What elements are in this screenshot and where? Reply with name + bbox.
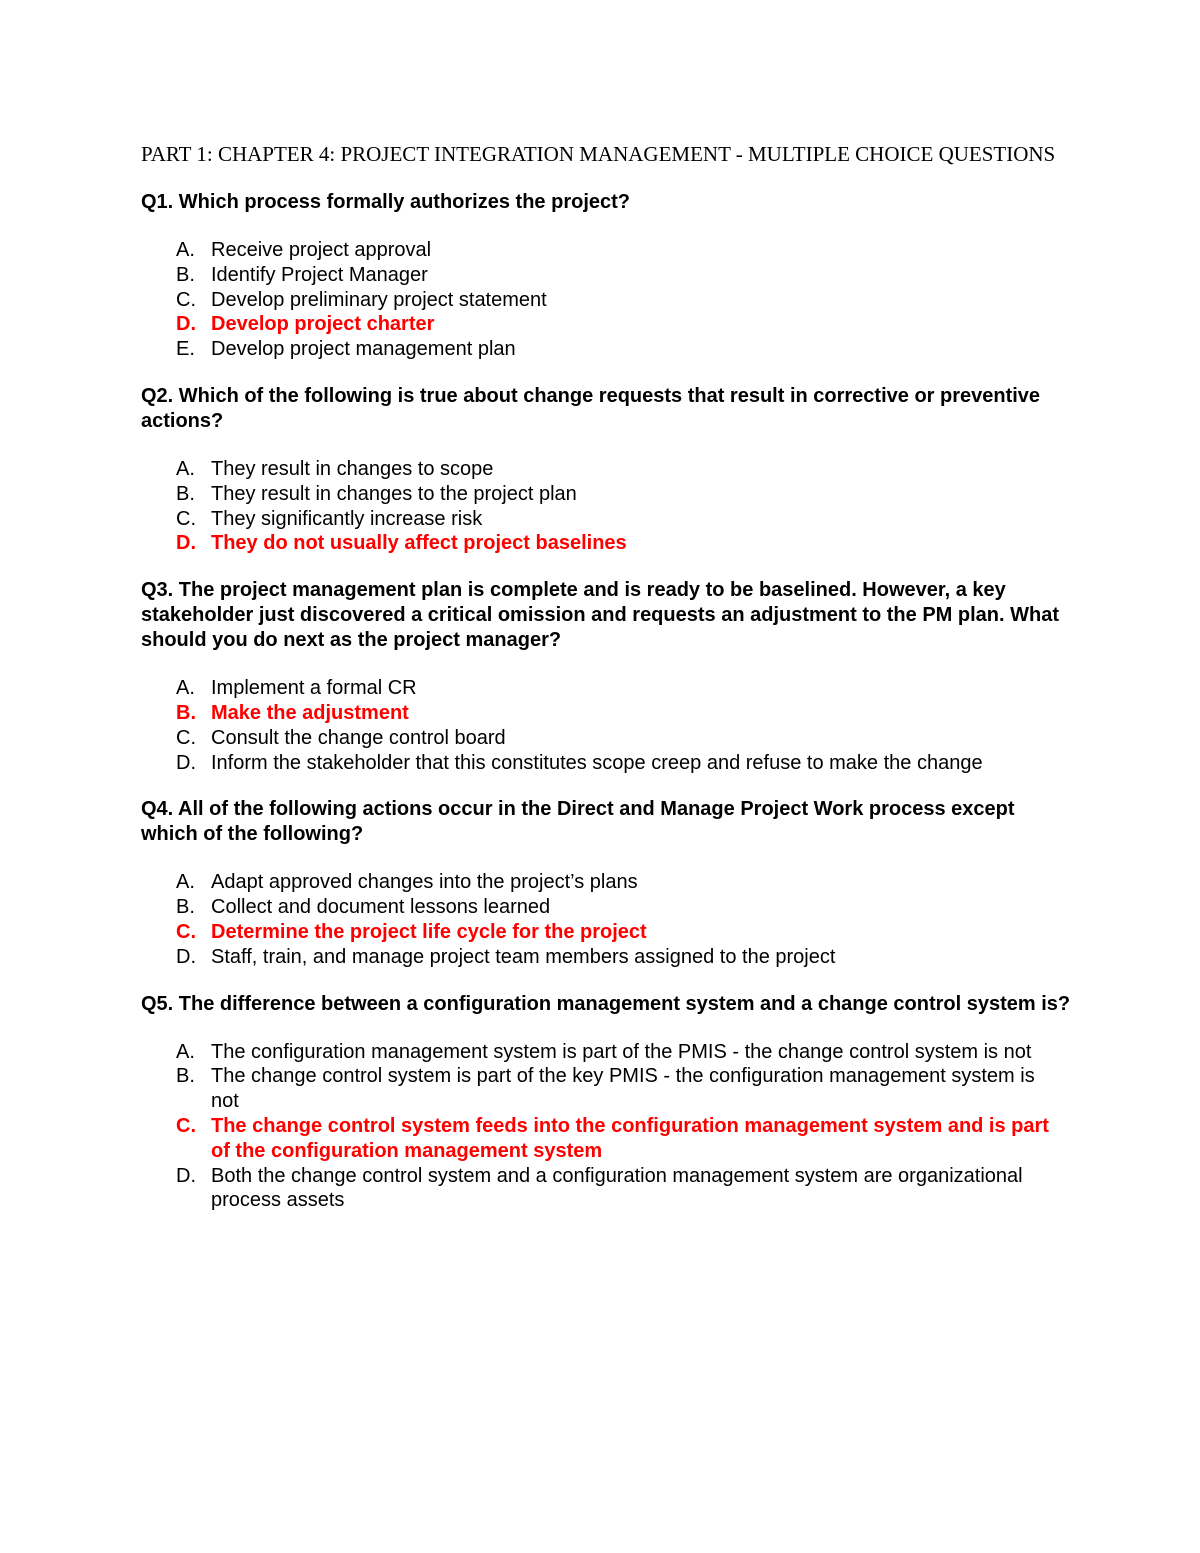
option-text: Staff, train, and manage project team members assigned to the project xyxy=(211,945,836,968)
option-letter: D. xyxy=(176,945,196,968)
correct-answer-option xyxy=(141,1114,1071,1164)
answer-option xyxy=(141,895,1071,920)
question-4 xyxy=(141,797,1071,969)
question-5 xyxy=(141,992,1071,1214)
answer-option xyxy=(141,457,1071,482)
option-text: Implement a formal CR xyxy=(211,677,417,700)
option-letter: D. xyxy=(176,532,196,555)
option-text: Identify Project Manager xyxy=(211,263,428,286)
option-letter: E. xyxy=(176,338,195,361)
option-letter: B. xyxy=(176,701,196,724)
option-letter: B. xyxy=(176,1065,195,1088)
answer-option xyxy=(141,288,1071,313)
option-text: Develop project management plan xyxy=(211,338,516,361)
option-letter: A. xyxy=(176,239,195,261)
answer-options xyxy=(141,457,1071,556)
option-letter: A. xyxy=(176,871,195,894)
option-text: They result in changes to scope xyxy=(211,457,494,480)
document-page xyxy=(141,141,1071,1235)
option-letter: B. xyxy=(176,263,195,286)
answer-options xyxy=(141,238,1071,362)
correct-answer-option xyxy=(141,701,1071,726)
answer-options xyxy=(141,676,1071,775)
option-text: Develop project charter xyxy=(211,313,435,336)
answer-option xyxy=(141,726,1071,751)
correct-answer-option xyxy=(141,312,1071,337)
answer-option xyxy=(141,676,1071,701)
option-letter: A. xyxy=(176,677,195,700)
option-text: The change control system is part of the key PMIS - the configuration management system is not xyxy=(211,1065,1035,1113)
answer-option xyxy=(141,1040,1071,1065)
answer-option xyxy=(141,238,1071,263)
answer-option xyxy=(141,751,1071,776)
option-text: They do not usually affect project baselines xyxy=(211,532,627,555)
answer-option xyxy=(141,1064,1071,1114)
option-text: Both the change control system and a configuration management system are organizational process assets xyxy=(211,1164,1023,1212)
correct-answer-option xyxy=(141,531,1071,556)
option-letter: B. xyxy=(176,482,195,505)
question-text: Q4. All of the following actions occur in the Direct and Manage Project Work process except which of the following? xyxy=(141,798,1015,846)
option-letter: D. xyxy=(176,751,196,774)
question-3 xyxy=(141,578,1071,775)
question-text: Q5. The difference between a configuration management system and a change control system is? xyxy=(141,992,1071,1015)
option-text: Inform the stakeholder that this constitutes scope creep and refuse to make the change xyxy=(211,751,983,774)
option-letter: D. xyxy=(176,313,196,336)
option-text: Determine the project life cycle for the project xyxy=(211,920,647,943)
option-letter: A. xyxy=(176,1040,195,1063)
question-text: Q3. The project management plan is complete and is ready to be baselined. However, a key stakeholder just discovered a critical omission and requests an adjustment to the PM plan. What should you do next as the project manager? xyxy=(141,579,1059,652)
question-text: Q2. Which of the following is true about change requests that result in corrective or preventive actions? xyxy=(141,384,1041,432)
question-1 xyxy=(141,190,1071,362)
option-text: The configuration management system is part of the PMIS - the change control system is not xyxy=(211,1040,1032,1063)
answer-options xyxy=(141,870,1071,969)
option-letter: D. xyxy=(176,1164,196,1187)
option-letter: C. xyxy=(176,1114,196,1137)
answer-option xyxy=(141,507,1071,532)
answer-option xyxy=(141,337,1071,362)
option-text: Adapt approved changes into the project’s plans xyxy=(211,871,638,894)
option-text: They significantly increase risk xyxy=(211,507,483,530)
answer-option xyxy=(141,870,1071,895)
option-letter: A. xyxy=(176,457,195,480)
document-title: PART 1: CHAPTER 4: PROJECT INTEGRATION MANAGEMENT - MULTIPLE CHOICE QUESTIONS xyxy=(141,142,1056,166)
answer-option xyxy=(141,1164,1071,1214)
answer-options xyxy=(141,1040,1071,1214)
correct-answer-option xyxy=(141,920,1071,945)
option-letter: C. xyxy=(176,920,196,943)
option-letter: C. xyxy=(176,507,196,530)
option-text: Consult the change control board xyxy=(211,726,506,749)
answer-option xyxy=(141,945,1071,970)
option-text: Collect and document lessons learned xyxy=(211,896,551,919)
option-text: Receive project approval xyxy=(211,239,432,261)
option-text: The change control system feeds into the configuration management system and is part of the configuration management system xyxy=(211,1114,1049,1162)
option-text: Make the adjustment xyxy=(211,701,409,724)
answer-option xyxy=(141,263,1071,288)
question-2 xyxy=(141,384,1071,556)
answer-option xyxy=(141,482,1071,507)
option-letter: C. xyxy=(176,726,196,749)
option-letter: B. xyxy=(176,896,195,919)
option-letter: C. xyxy=(176,288,196,311)
option-text: Develop preliminary project statement xyxy=(211,288,547,311)
option-text: They result in changes to the project plan xyxy=(211,482,577,505)
question-text: Q1. Which process formally authorizes the project? xyxy=(141,191,630,213)
